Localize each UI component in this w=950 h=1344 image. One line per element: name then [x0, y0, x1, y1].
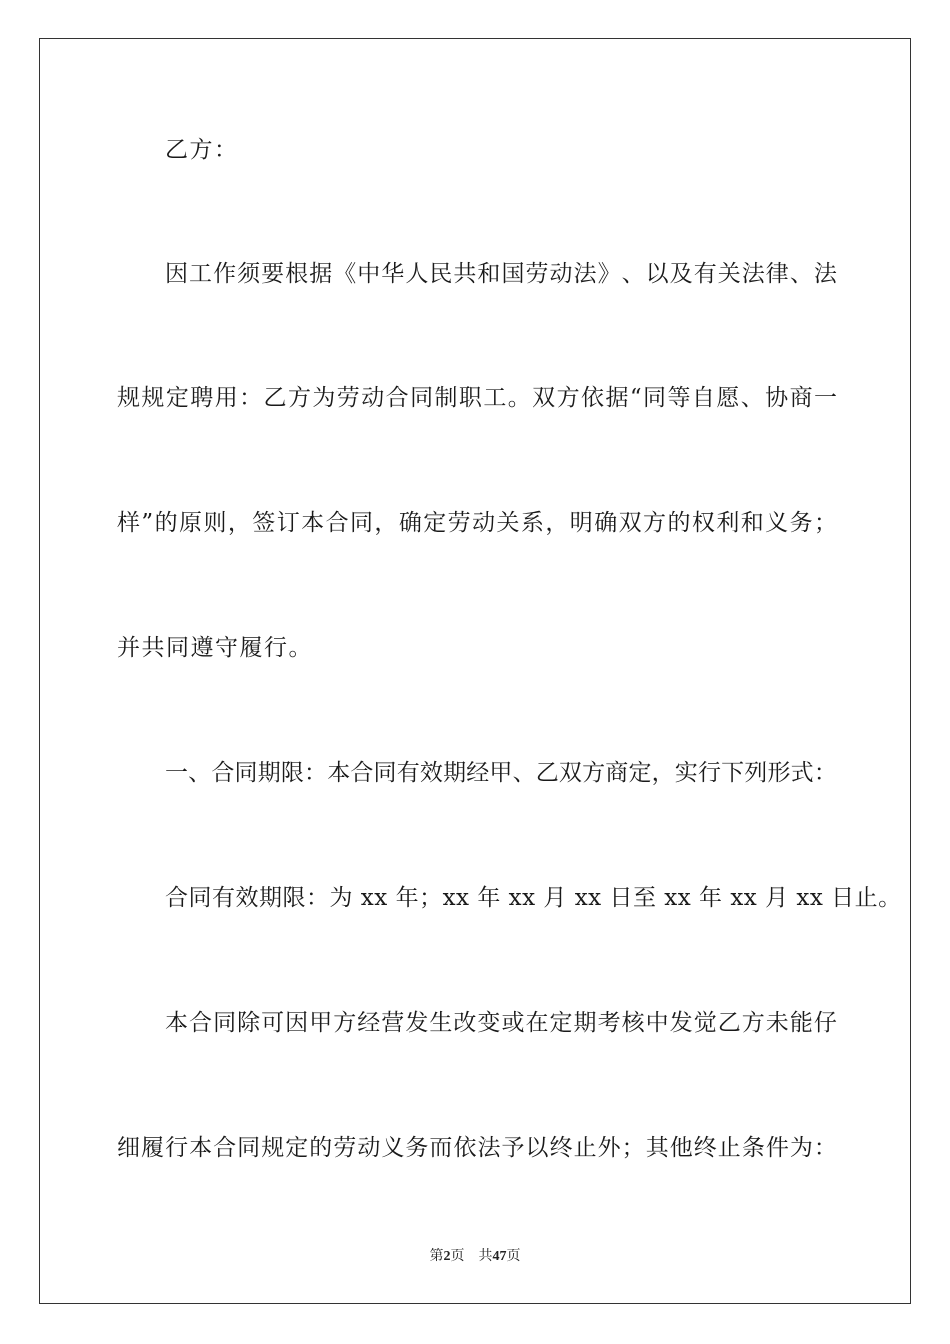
total-prefix: 共	[478, 1249, 493, 1264]
paragraph-line-4: 并共同遵守履行。	[117, 635, 313, 661]
termination-line-2: 细 履 行 本 合 同 规 定 的 劳 动 义 务 而 依 法 予 以 终 止 外 ； 其 他 终 止 条 件 为 ：	[117, 1135, 837, 1161]
termination-line-1: 本 合 同 除 可 因 甲 方 经 营 发 生 改 变 或 在 定 期 考 核 中 发 觉 乙 方 未 能 仔	[165, 1010, 837, 1036]
total-suffix: 页	[506, 1249, 521, 1264]
paragraph-line-2: 规 规 定 聘 用 ： 乙 方 为 劳 动 合 同 制 职 工 。 双 方 依 据 “ 同 等 自 愿 、 协 商 一	[117, 385, 837, 411]
paragraph-line-1: 因 工 作 须 要 根 据 《 中 华 人 民 共 和 国 劳 动 法 》 、 以 及 有 关 法 律 、 法	[165, 261, 837, 287]
page-prefix: 第	[429, 1249, 444, 1264]
total-pages: 47	[492, 1249, 507, 1264]
page-footer	[0, 1248, 950, 1266]
contract-validity-period: 合同有效期限：为 xx 年；xx 年 xx 月 xx 日至 xx 年 xx 月 xx 日止。	[165, 885, 902, 911]
paragraph-line-3: 样 ” 的 原 则 ， 签 订 本 合 同 ， 确 定 劳 动 关 系 ， 明 确 双 方 的 权 利 和 义 务 ；	[117, 510, 837, 536]
page-border	[39, 38, 911, 1304]
clause-contract-term: 一 、 合 同 期 限 ： 本 合 同 有 效 期 经 甲 、 乙 双 方 商 定 ， 实 行 下 列 形 式 ：	[165, 760, 837, 786]
page-suffix: 页	[450, 1249, 465, 1264]
paragraph-party-b: 乙方：	[165, 137, 239, 163]
page-number: 2	[443, 1249, 451, 1264]
